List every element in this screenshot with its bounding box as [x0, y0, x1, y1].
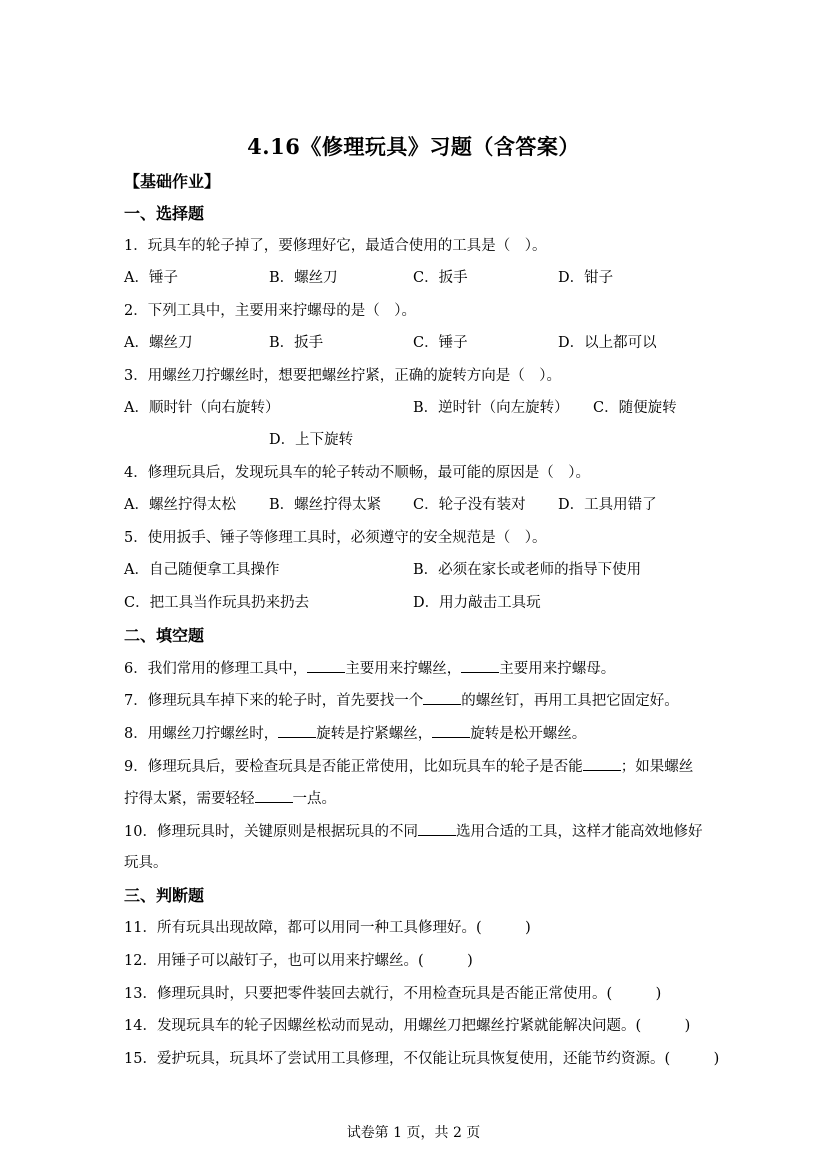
q6-blank-2[interactable]	[461, 658, 499, 673]
q6-text-3: 主要用来拧螺母。	[499, 661, 616, 677]
question-9-cont	[124, 788, 336, 809]
q9-text-3: 拧得太紧，需要轻轻	[124, 791, 255, 807]
q6-text-1: 6．我们常用的修理工具中，	[124, 661, 308, 677]
q3-option-d: D．上下旋转	[269, 432, 354, 448]
q1-option-a: A．锤子	[124, 270, 178, 286]
q5-option-b: B．必须在家长或老师的指导下使用	[413, 562, 642, 578]
q2-option-d: D．以上都可以	[558, 335, 657, 351]
question-12: 12．用锤子可以敲钉子，也可以用来拧螺丝。( )	[124, 953, 473, 969]
q7-text-1: 7．修理玩具车掉下来的轮子时，首先要找一个	[124, 693, 424, 709]
question-14: 14．发现玩具车的轮子因螺丝松动而晃动，用螺丝刀把螺丝拧紧就能解决问题。( )	[124, 1018, 691, 1034]
q1-option-b: B．螺丝刀	[269, 270, 338, 286]
page-title: 4.16《修理玩具》习题（含答案）	[247, 134, 580, 159]
q8-text-1: 8．用螺丝刀拧螺丝时，	[124, 726, 279, 742]
q5-option-c: C．把工具当作玩具扔来扔去	[124, 595, 310, 611]
question-9	[124, 756, 693, 777]
q9-text-1: 9．修理玩具后，要检查玩具是否能正常使用，比如玩具车的轮子是否能	[124, 759, 583, 775]
q10-text-1: 10．修理玩具时，关键原则是根据玩具的不同	[124, 824, 418, 840]
q2-option-c: C．锤子	[413, 335, 468, 351]
q4-option-d: D．工具用错了	[558, 497, 657, 513]
section-judge-heading: 三、判断题	[124, 886, 205, 905]
question-11: 11．所有玩具出现故障，都可以用同一种工具修理好。( )	[124, 920, 531, 936]
question-7	[124, 690, 679, 711]
q5-option-a: A．自己随便拿工具操作	[124, 562, 280, 578]
q2-option-a: A．螺丝刀	[124, 335, 193, 351]
q4-option-b: B．螺丝拧得太紧	[269, 497, 382, 513]
q4-option-a: A．螺丝拧得太松	[124, 497, 236, 513]
question-5: 5．使用扳手、锤子等修理工具时，必须遵守的安全规范是（ ）。	[124, 530, 547, 546]
question-8	[124, 723, 586, 744]
q10-text-2: 选用合适的工具，这样才能高效地修好	[455, 824, 703, 840]
q9-text-4: 一点。	[292, 791, 336, 807]
q2-option-b: B．扳手	[269, 335, 324, 351]
question-15: 15．爱护玩具，玩具坏了尝试用工具修理，不仅能让玩具恢复使用，还能节约资源。( )	[124, 1051, 720, 1067]
q10-blank-1[interactable]	[418, 821, 456, 836]
q9-text-2: ；如果螺丝	[620, 759, 694, 775]
question-4: 4．修理玩具后，发现玩具车的轮子转动不顺畅，最可能的原因是（ ）。	[124, 465, 590, 481]
q8-text-3: 旋转是松开螺丝。	[470, 726, 587, 742]
q7-blank-1[interactable]	[423, 690, 461, 705]
q9-blank-1[interactable]	[583, 756, 621, 771]
question-2: 2．下列工具中，主要用来拧螺母的是（ ）。	[124, 303, 416, 319]
q5-option-d: D．用力敲击工具玩	[413, 595, 541, 611]
q1-option-c: C．扳手	[413, 270, 468, 286]
q3-option-a: A．顺时针（向右旋转）	[124, 400, 280, 416]
q1-option-d: D．钳子	[558, 270, 614, 286]
q7-text-2: 的螺丝钉，再用工具把它固定好。	[461, 693, 679, 709]
homework-tag: 【基础作业】	[124, 172, 221, 191]
question-10	[124, 821, 702, 842]
q6-text-2: 主要用来拧螺丝，	[345, 661, 462, 677]
q4-option-c: C．轮子没有装对	[413, 497, 526, 513]
q8-blank-2[interactable]	[432, 723, 470, 738]
section-choice-heading: 一、选择题	[124, 204, 205, 223]
q3-option-b: B．逆时针（向左旋转）	[413, 400, 569, 416]
section-fill-heading: 二、填空题	[124, 626, 205, 645]
q6-blank-1[interactable]	[307, 658, 345, 673]
question-1: 1．玩具车的轮子掉了，要修理好它，最适合使用的工具是（ ）。	[124, 238, 547, 254]
q8-blank-1[interactable]	[278, 723, 316, 738]
q9-blank-2[interactable]	[255, 788, 293, 803]
question-13: 13．修理玩具时，只要把零件装回去就行，不用检查玩具是否能正常使用。( )	[124, 986, 662, 1002]
question-3: 3．用螺丝刀拧螺丝时，想要把螺丝拧紧，正确的旋转方向是（ ）。	[124, 368, 561, 384]
q8-text-2: 旋转是拧紧螺丝，	[316, 726, 433, 742]
q3-option-c: C．随便旋转	[593, 400, 677, 416]
page-footer: 试卷第 1 页，共 2 页	[346, 1125, 481, 1141]
question-10-cont: 玩具。	[124, 855, 168, 871]
question-6	[124, 658, 615, 679]
